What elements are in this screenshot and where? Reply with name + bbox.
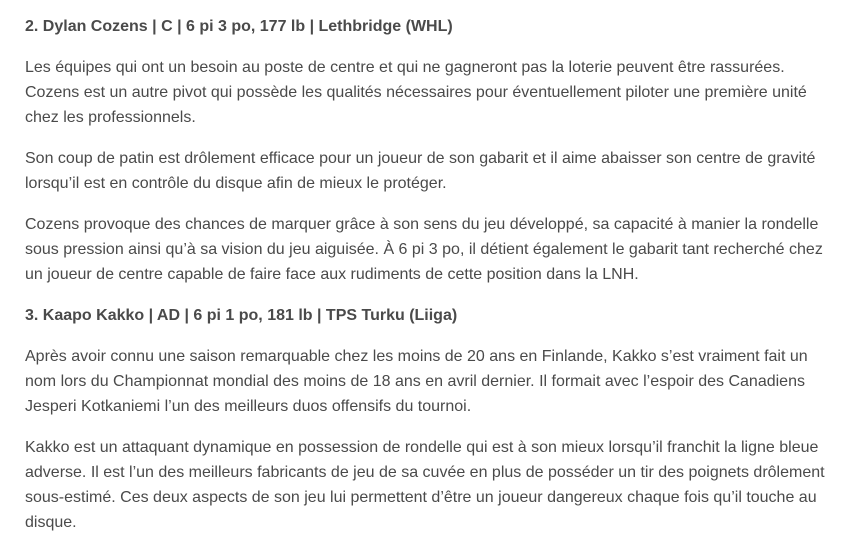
paragraph: Son coup de patin est drôlement efficace pour un joueur de son gabarit et il aime abaisser son centre de gravité lorsqu’il est en contrôle du disque afin de mieux le protéger. — [25, 150, 816, 192]
prospect-heading: 3. Kaapo Kakko | AD | 6 pi 1 po, 181 lb | TPS Turku (Liiga) — [25, 307, 458, 324]
paragraph: Cozens provoque des chances de marquer grâce à son sens du jeu développé, sa capacité à manier la rondelle sous pression ainsi qu’à sa vision du jeu aiguisée. À 6 pi 3 po, il détient également le gabarit tant recherché chez un joueur de centre capable de faire face aux rudiments de cette position dans la LNH. — [25, 216, 823, 283]
prospect-section — [25, 303, 838, 535]
prospect-heading: 2. Dylan Cozens | C | 6 pi 3 po, 177 lb | Lethbridge (WHL) — [25, 18, 453, 35]
paragraph: Kakko est un attaquant dynamique en possession de rondelle qui est à son mieux lorsqu’il franchit la ligne bleue adverse. Il est l’un des meilleurs fabricants de jeu de sa cuvée en plus de posséder un tir des poignets drôlement sous-estimé. Ces deux aspects de son jeu lui permettent d’être un joueur dangereux chaque fois qu’il touche au disque. — [25, 439, 825, 531]
prospect-section — [25, 14, 838, 287]
paragraph: Les équipes qui ont un besoin au poste de centre et qui ne gagneront pas la loterie peuvent être rassurées. Cozens est un autre pivot qui possède les qualités nécessaires pour éventuellement piloter une première unité chez les professionnels. — [25, 59, 807, 126]
paragraph: Après avoir connu une saison remarquable chez les moins de 20 ans en Finlande, Kakko s’est vraiment fait un nom lors du Championnat mondial des moins de 18 ans en avril dernier. Il formait avec l’espoir des Canadiens Jesperi Kotkaniemi l’un des meilleurs duos offensifs du tournoi. — [25, 348, 808, 415]
